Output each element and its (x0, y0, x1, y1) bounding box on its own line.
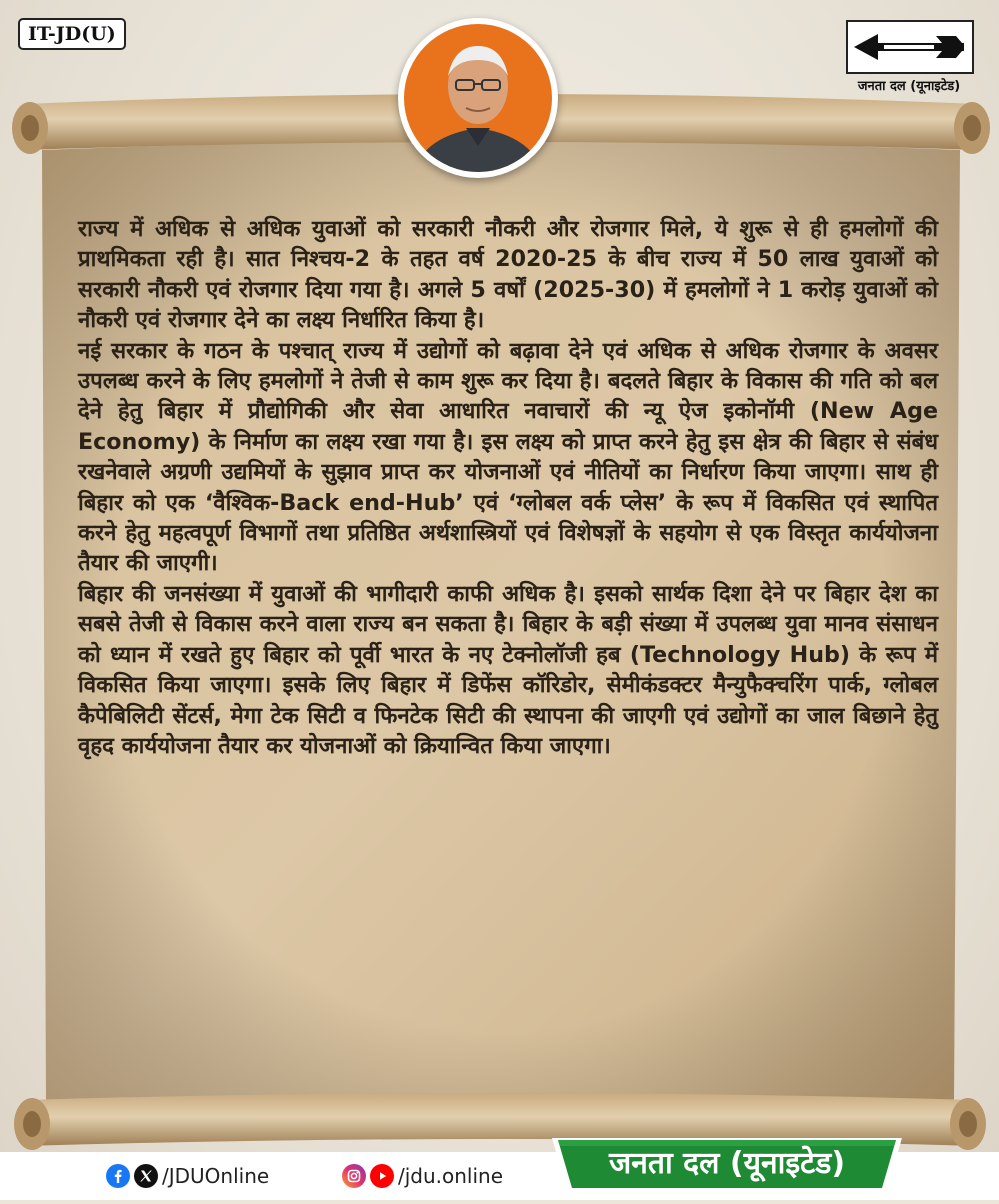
it-jdu-tag: IT-JD(U) (18, 18, 126, 50)
youtube-icon[interactable] (370, 1164, 394, 1188)
handle-jduonline[interactable]: /JDUOnline (162, 1164, 270, 1188)
social-group-2 (342, 1163, 503, 1189)
arrow-symbol-logo (846, 20, 974, 74)
facebook-icon[interactable] (106, 1164, 130, 1188)
paragraph-1: राज्य में अधिक से अधिक युवाओं को सरकारी नौकरी और रोजगार मिले, ये शुरू से ही हमलोगों की प्राथमिकता रही है। सात निश्चय-2 के तहत वर्ष 2020-25 के बीच राज्य में 50 लाख युवाओं को सरकारी नौकरी एवं रोजगार दिया गया है। अगले 5 वर्षों (2025-30) में हमलोगों ने 1 करोड़ युवाओं को नौकरी एवं रोजगार देने का लक्ष्य निर्धारित किया है। (78, 216, 938, 334)
party-name-label: जनता दल (यूनाइटेड) (608, 1146, 846, 1181)
paragraph-2: नई सरकार के गठन के पश्चात् राज्य में उद्योगों को बढ़ावा देने एवं अधिक से अधिक रोजगार के अवसर उपलब्ध करने के लिए हमलोगों ने तेजी से काम शुरू कर दिया है। बदलते बिहार के विकास की गति को बल देने हेतु बिहार में प्रौद्योगिकी और सेवा आधारित नवाचारों की न्यू ऐज इकोनॉमी (New Age Economy) के निर्माण का लक्ष्य रखा गया है। इस लक्ष्य को प्राप्त करने हेतु इस क्षेत्र की बिहार से संबंध रखनेवाले अग्रणी उद्यमियों के सुझाव प्राप्त कर योजनाओं एवं नीतियों का निर्धारण किया जाएगा। साथ ही बिहार को एक ‘वैश्विक-Back end-Hub’ एवं ‘ग्लोबल वर्क प्लेस’ के रूप में विकसित एवं स्थापित करने हेतु महत्वपूर्ण विभागों तथा प्रतिष्ठित अर्थशास्त्रियों एवं विशेषज्ञों के सहयोग से एक विस्तृत कार्ययोजना तैयार की जाएगी। (78, 337, 938, 577)
logo-caption: जनता दल (यूनाइटेड) (857, 79, 961, 94)
instagram-icon[interactable] (342, 1164, 366, 1188)
handle-jdu-online[interactable]: /jdu.online (398, 1164, 504, 1188)
arrow-symbol-icon (848, 22, 972, 72)
message-body (78, 214, 938, 761)
leader-portrait (398, 18, 558, 178)
paragraph-3: बिहार की जनसंख्या में युवाओं की भागीदारी काफी अधिक है। इसको सार्थक दिशा देने पर बिहार देश का सबसे तेजी से विकास करने वाला राज्य बन सकता है। बिहार के बड़ी संख्या में उपलब्ध युवा मानव संसाधन को ध्यान में रखते हुए बिहार को पूर्वी भारत के नए टेक्नोलॉजी हब (Technology Hub) के रूप में विकसित किया जाएगा। इसके लिए बिहार में डिफेंस कॉरिडोर, सेमीकंडक्टर मैन्युफैक्चरिंग पार्क, ग्लोबल कैपेबिलिटी सेंटर्स, मेगा टेक सिटी व फिनटेक सिटी की स्थापना की जाएगी एवं उद्योगों का जाल बिछाने हेतु वृहद कार्ययोजना तैयार कर योजनाओं को क्रियान्वित किया जाएगा। (78, 580, 938, 759)
social-group-1 (106, 1163, 269, 1189)
x-icon[interactable] (134, 1164, 158, 1188)
